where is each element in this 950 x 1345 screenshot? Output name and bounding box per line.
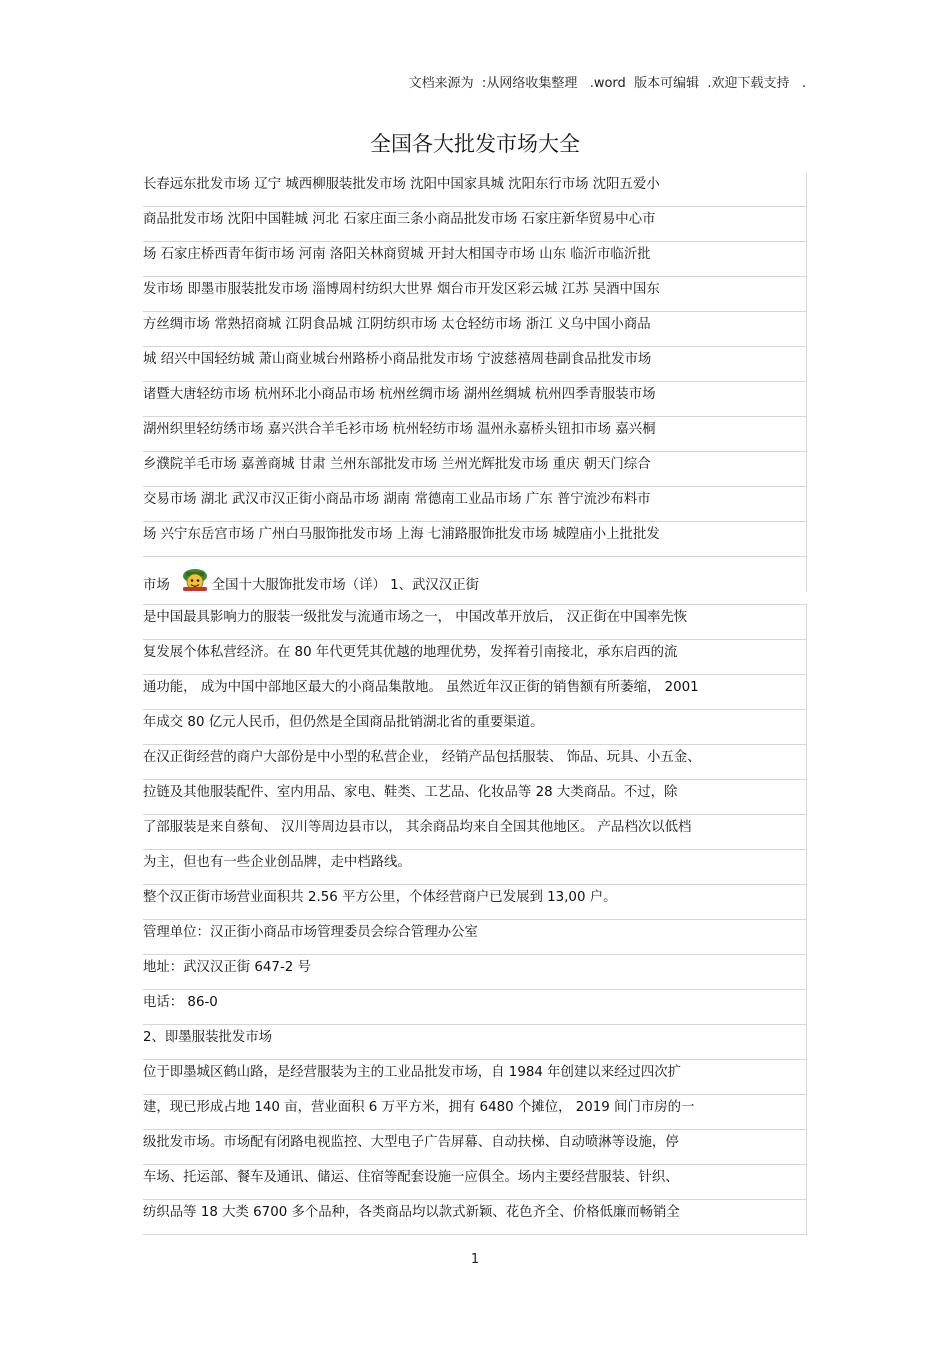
cartoon-face-icon — [180, 573, 210, 595]
text-line: 管理单位：汉正街小商品市场管理委员会综合管理办公室 — [143, 920, 807, 955]
document-body — [143, 172, 807, 1235]
text-line: 拉链及其他服装配件、室内用品、家电、鞋类、工艺品、化妆品等 28 大类商品。不过，除 — [143, 780, 807, 815]
icon-line-before: 市场 — [143, 578, 170, 593]
text-line: 场 石家庄桥西青年街市场 河南 洛阳关林商贸城 开封大相国寺市场 山东 临沂市临沂批 — [143, 242, 807, 277]
section-heading: 2、即墨服装批发市场 — [143, 1025, 807, 1060]
text-line: 车场、托运部、餐车及通讯、储运、住宿等配套设施一应俱全。场内主要经营服装、针织、 — [143, 1165, 807, 1200]
text-line: 为主，但也有一些企业创品牌，走中档路线。 — [143, 850, 807, 885]
text-line-with-icon — [143, 557, 807, 605]
text-line: 乡濮院羊毛市场 嘉善商城 甘肃 兰州东部批发市场 兰州光辉批发市场 重庆 朝天门综合 — [143, 452, 807, 487]
text-line: 诸暨大唐轻纺市场 杭州环北小商品市场 杭州丝绸市场 湖州丝绸城 杭州四季青服装市场 — [143, 382, 807, 417]
text-line: 电话： 86-0 — [143, 990, 807, 1025]
text-line: 长春远东批发市场 辽宁 城西柳服装批发市场 沈阳中国家具城 沈阳东行市场 沈阳五爱小 — [143, 172, 807, 207]
text-line: 级批发市场。市场配有闭路电视监控、大型电子广告屏幕、自动扶梯、自动喷淋等设施，停 — [143, 1130, 807, 1165]
text-line: 建，现已形成占地 140 亩，营业面积 6 万平方米，拥有 6480 个摊位， 2019 间门市房的一 — [143, 1095, 807, 1130]
text-line: 复发展个体私营经济。在 80 年代更凭其优越的地理优势，发挥着引南接北，承东启西的流 — [143, 640, 807, 675]
text-line: 通功能， 成为中国中部地区最大的小商品集散地。 虽然近年汉正街的销售额有所萎缩， 2001 — [143, 675, 807, 710]
icon-line-after: 全国十大服饰批发市场（详） 1、武汉汉正街 — [211, 578, 479, 593]
document-title: 全国各大批发市场大全 — [370, 132, 580, 156]
text-line: 了部服装是来自蔡甸、 汉川等周边县市以， 其余商品均来自全国其他地区。 产品档次以低档 — [143, 815, 807, 850]
header-note: 文档来源为 :从网络收集整理 .word 版本可编辑 .欢迎下载支持 . — [408, 76, 806, 91]
page-number: 1 — [470, 1252, 480, 1267]
text-line: 地址：武汉汉正街 647-2 号 — [143, 955, 807, 990]
text-line: 湖州织里轻纺绣市场 嘉兴洪合羊毛衫市场 杭州轻纺市场 温州永嘉桥头钮扣市场 嘉兴桐 — [143, 417, 807, 452]
text-line: 年成交 80 亿元人民币，但仍然是全国商品批销湖北省的重要渠道。 — [143, 710, 807, 745]
text-line: 位于即墨城区鹤山路，是经营服装为主的工业品批发市场，自 1984 年创建以来经过四次扩 — [143, 1060, 807, 1095]
text-line: 场 兴宁东岳宫市场 广州白马服饰批发市场 上海 七浦路服饰批发市场 城隍庙小上批批发 — [143, 522, 807, 557]
text-line: 发市场 即墨市服装批发市场 淄博周村纺织大世界 烟台市开发区彩云城 江苏 吴酒中国东 — [143, 277, 807, 312]
text-line: 纺织品等 18 大类 6700 多个品种，各类商品均以款式新颖、花色齐全、价格低廉而畅销全 — [143, 1200, 807, 1235]
text-line: 是中国最具影响力的服装一级批发与流通市场之一， 中国改革开放后， 汉正街在中国率先恢 — [143, 605, 807, 640]
text-line: 整个汉正街市场营业面积共 2.56 平方公里，个体经营商户已发展到 13,00 户。 — [143, 885, 807, 920]
text-line: 方丝绸市场 常熟招商城 江阴食品城 江阴纺织市场 太仓轻纺市场 浙江 义乌中国小商品 — [143, 312, 807, 347]
text-line: 城 绍兴中国轻纺城 萧山商业城台州路桥小商品批发市场 宁波慈禧周巷副食品批发市场 — [143, 347, 807, 382]
text-line: 在汉正街经营的商户大部份是中小型的私营企业， 经销产品包括服装、 饰品、玩具、小五金、 — [143, 745, 807, 780]
text-line: 交易市场 湖北 武汉市汉正街小商品市场 湖南 常德南工业品市场 广东 普宁流沙布料市 — [143, 487, 807, 522]
text-line: 商品批发市场 沈阳中国鞋城 河北 石家庄面三条小商品批发市场 石家庄新华贸易中心市 — [143, 207, 807, 242]
